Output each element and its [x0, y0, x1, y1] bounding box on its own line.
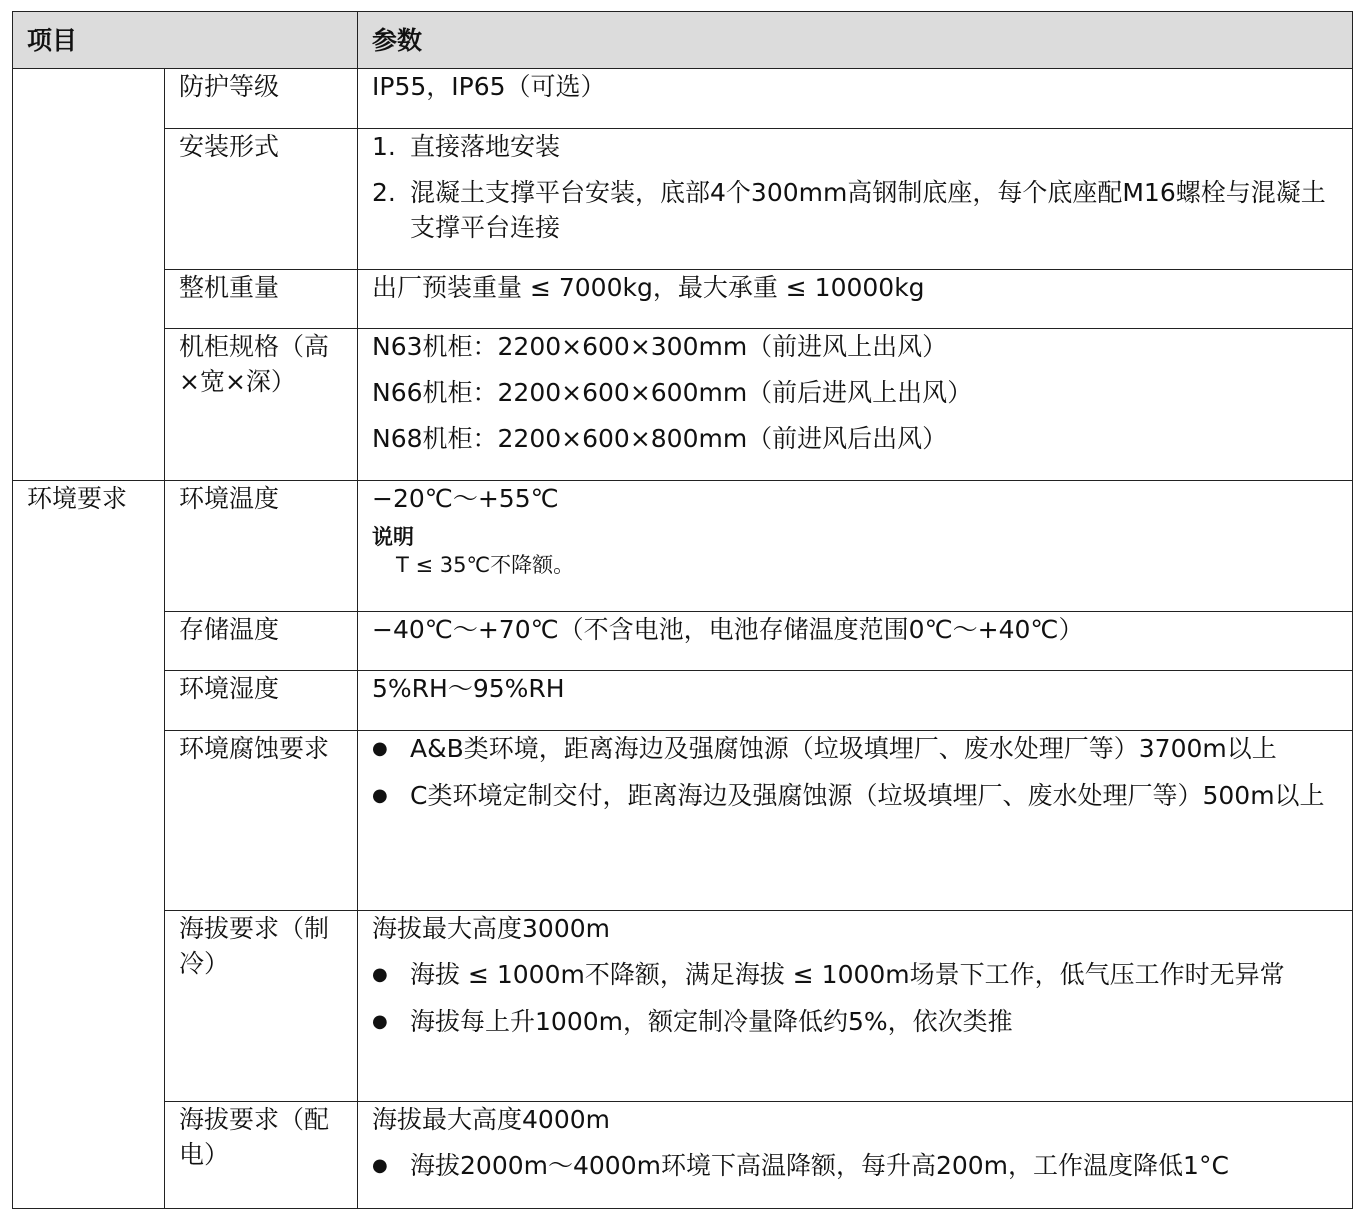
row-value-alt-cool [358, 911, 1353, 1102]
table-header-row [13, 12, 1353, 69]
row-label: 海拔要求（配电） [165, 1102, 358, 1209]
row-label: 存储温度 [165, 612, 358, 671]
row-value-corrosion [358, 731, 1353, 911]
bullet-text: 海拔 ≤ 1000m不降额，满足海拔 ≤ 1000m场景下工作，低气压工作时无异常 [410, 960, 1285, 989]
bullet-icon: ● [372, 1011, 388, 1032]
numbered-item [372, 129, 1344, 164]
bullet-icon: ● [372, 1155, 388, 1176]
numbered-item [372, 175, 1344, 245]
table-row [13, 671, 1353, 731]
bullet-icon: ● [372, 964, 388, 985]
row-label: 环境温度 [165, 481, 358, 612]
row-value: 出厂预装重量 ≤ 7000kg，最大承重 ≤ 10000kg [358, 270, 1353, 329]
bullet-text: 海拔2000m～4000m环境下高温降额，每升高200m，工作温度降低1°C [410, 1151, 1229, 1180]
altitude-max: 海拔最大高度4000m [372, 1105, 610, 1134]
row-label: 环境湿度 [165, 671, 358, 731]
item-number: 2. [372, 178, 396, 207]
spec-table [12, 11, 1353, 1209]
table-row [13, 1102, 1353, 1209]
row-label: 环境腐蚀要求 [165, 731, 358, 911]
bullet-item [372, 778, 1344, 813]
row-value: IP55，IP65（可选） [358, 69, 1353, 129]
header-param: 参数 [358, 12, 1353, 69]
bullet-item [372, 1148, 1344, 1183]
row-label: 整机重量 [165, 270, 358, 329]
row-value-cabinet [358, 329, 1353, 481]
row-value-temp [358, 481, 1353, 612]
row-value: 5%RH～95%RH [358, 671, 1353, 731]
cabinet-line: N68机柜：2200×600×800mm（前进风后出风） [372, 424, 948, 453]
note-title: 说明 [372, 525, 415, 549]
cabinet-line: N66机柜：2200×600×600mm（前后进风上出风） [372, 378, 973, 407]
header-item: 项目 [13, 12, 358, 69]
row-value-install [358, 129, 1353, 270]
altitude-max: 海拔最大高度3000m [372, 914, 610, 943]
table-row [13, 612, 1353, 671]
temp-value: −20℃～+55℃ [372, 484, 559, 513]
table-row [13, 731, 1353, 911]
table-row [13, 329, 1353, 481]
item-text: 混凝土支撑平台安装，底部4个300mm高钢制底座，每个底座配M16螺栓与混凝土支撑平台连接 [410, 178, 1326, 242]
group-cell-empty [13, 69, 165, 481]
table-row [13, 911, 1353, 1102]
bullet-text: 海拔每上升1000m，额定制冷量降低约5%，依次类推 [410, 1007, 1013, 1036]
row-label: 防护等级 [165, 69, 358, 129]
row-label: 机柜规格（高×宽×深） [165, 329, 358, 481]
bullet-icon: ● [372, 785, 388, 806]
cabinet-line: N63机柜：2200×600×300mm（前进风上出风） [372, 332, 948, 361]
row-value-alt-power [358, 1102, 1353, 1209]
table-row [13, 270, 1353, 329]
row-value: −40℃～+70℃（不含电池，电池存储温度范围0℃～+40℃） [358, 612, 1353, 671]
table-row [13, 129, 1353, 270]
row-label: 安装形式 [165, 129, 358, 270]
bullet-item [372, 731, 1344, 766]
item-number: 1. [372, 132, 396, 161]
table-row [13, 69, 1353, 129]
bullet-text: C类环境定制交付，距离海边及强腐蚀源（垃圾填埋厂、废水处理厂等）500m以上 [410, 781, 1325, 810]
group-label: 环境要求 [13, 481, 165, 1209]
note-text: T ≤ 35℃不降额。 [396, 553, 575, 577]
bullet-item [372, 957, 1344, 992]
table-row [13, 481, 1353, 612]
bullet-icon: ● [372, 738, 388, 759]
row-label: 海拔要求（制冷） [165, 911, 358, 1102]
bullet-text: A&B类环境，距离海边及强腐蚀源（垃圾填埋厂、废水处理厂等）3700m以上 [410, 734, 1277, 763]
bullet-item [372, 1004, 1344, 1039]
item-text: 直接落地安装 [410, 132, 561, 161]
